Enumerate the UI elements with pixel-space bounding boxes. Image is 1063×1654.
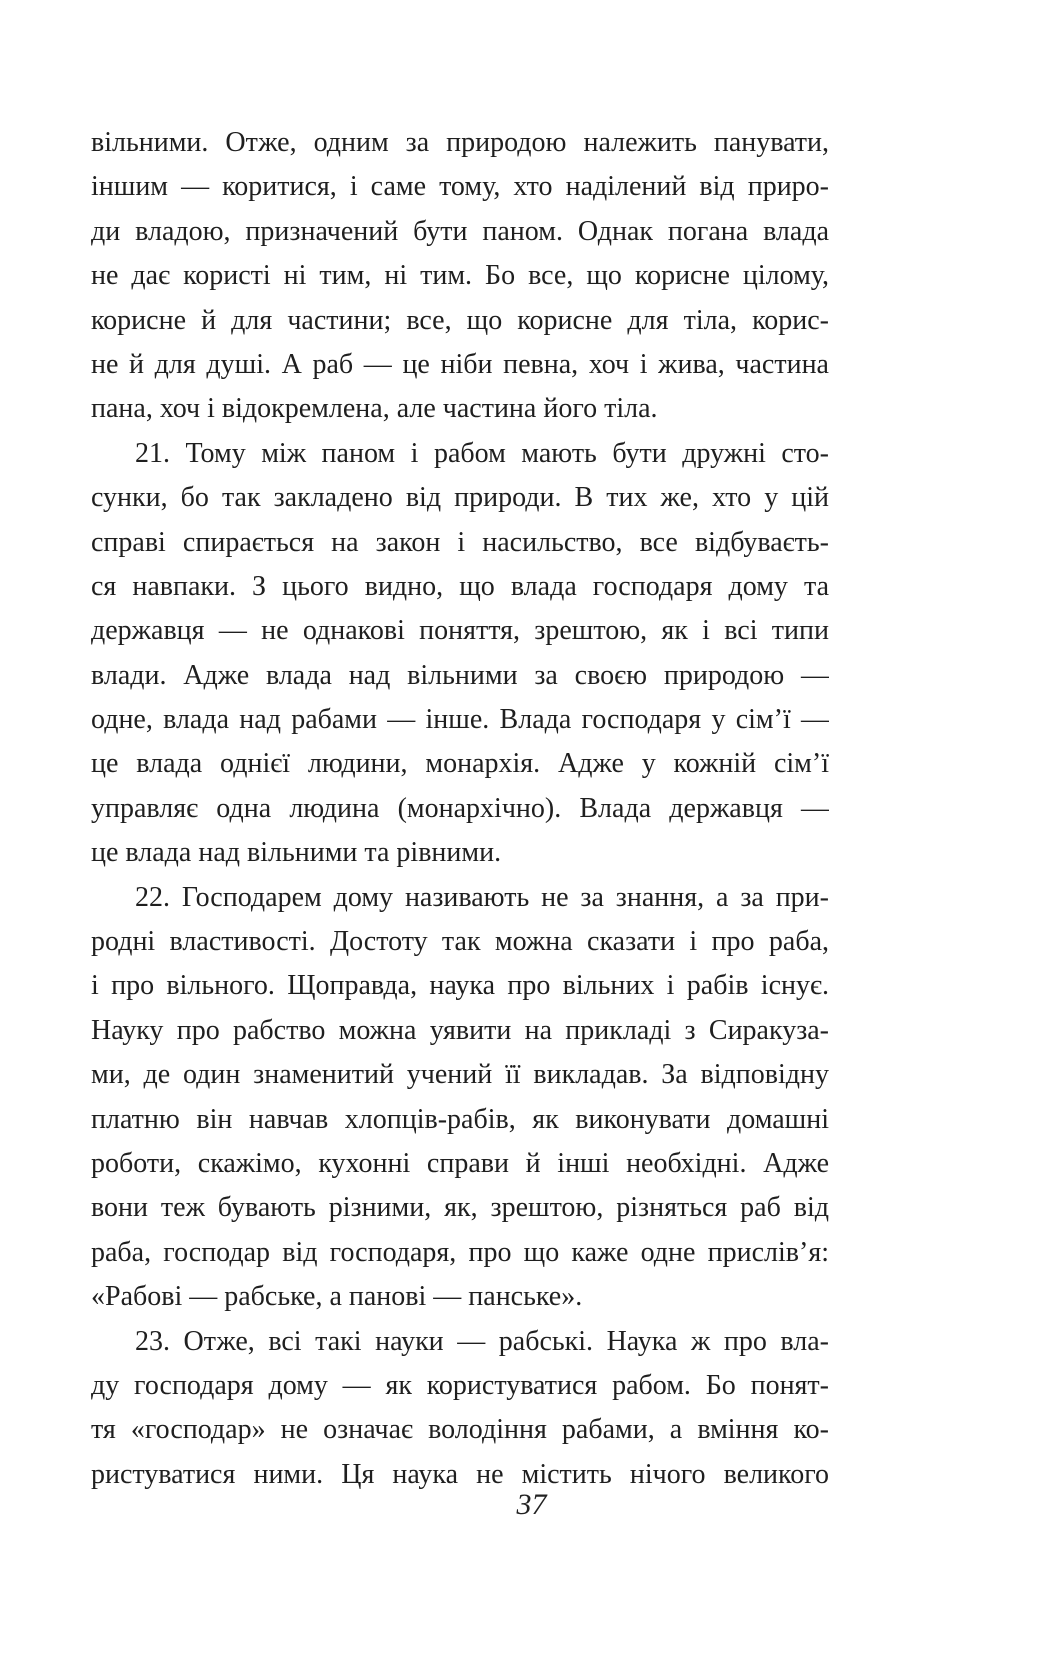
text-line: раба, господар від господаря, про що каже одне прислів’я: <box>91 1236 829 1268</box>
text-line: родні властивості. Достоту так можна сказати і про раба, <box>91 926 829 958</box>
text-line: ди владою, призначений бути паном. Однак погана влада <box>91 215 829 247</box>
text-line: «Рабові — рабське, а панові — панське». <box>91 1281 583 1313</box>
page-number: 37 <box>516 1488 547 1521</box>
text-line: платню він навчав хлопців-рабів, як виконувати домашні <box>91 1103 829 1135</box>
text-line: корисне й для частини; все, що корисне для тіла, корис- <box>91 304 829 336</box>
paragraph-23-start: 23. Отже, всі такі науки — рабські. Наука ж про вла- <box>135 1325 829 1357</box>
text-line: не й для душі. А раб — це ніби певна, хоч і жива, частина <box>91 348 829 380</box>
text-line: сунки, бо так закладено від природи. В тих же, хто у цій <box>91 482 829 514</box>
text-line: ристуватися ними. Ця наука не містить нічого великого <box>91 1458 829 1490</box>
text-line: іншим — коритися, і саме тому, хто наділений від приро- <box>91 171 829 203</box>
text-line: вони теж бувають різними, як, зрештою, різняться раб від <box>91 1192 829 1224</box>
paragraph-22-start: 22. Господарем дому називають не за знання, а за при- <box>135 881 829 913</box>
paragraph-21-start: 21. Тому між паном і рабом мають бути дружні сто- <box>135 437 829 469</box>
text-line: і про вільного. Щоправда, наука про вільних і рабів існує. <box>91 970 829 1002</box>
text-line: роботи, скажімо, кухонні справи й інші необхідні. Адже <box>91 1147 829 1179</box>
text-line: пана, хоч і відокремлена, але частина його тіла. <box>91 393 658 425</box>
text-line: вільними. Отже, одним за природою належить панувати, <box>91 127 829 158</box>
text-line: одне, влада над рабами — інше. Влада господаря у сім’ї — <box>91 704 829 736</box>
body-text <box>91 121 829 1497</box>
text-line: ду господаря дому — як користуватися рабом. Бо понят- <box>91 1369 829 1401</box>
text-line: державця — не однакові поняття, зрештою, як і всі типи <box>91 615 829 647</box>
text-line: ми, де один знаменитий учений її викладав. За відповідну <box>91 1059 829 1091</box>
text-line: не дає користі ні тим, ні тим. Бо все, що корисне цілому, <box>91 260 829 292</box>
text-line: ся навпаки. З цього видно, що влада господаря дому та <box>91 570 829 602</box>
text-line: тя «господар» не означає володіння рабами, а вміння ко- <box>91 1414 829 1446</box>
text-line: влади. Адже влада над вільними за своєю природою — <box>91 659 829 691</box>
text-line: справі спирається на закон і насильство, все відбуваєть- <box>91 526 829 558</box>
text-line: Науку про рабство можна уявити на прикладі з Сиракуза- <box>91 1014 829 1046</box>
text-line: управляє одна людина (монархічно). Влада державця — <box>91 792 829 824</box>
text-line: це влада над вільними та рівними. <box>91 837 502 869</box>
text-line: це влада однієї людини, монархія. Адже у кожній сім’ї <box>91 748 829 780</box>
